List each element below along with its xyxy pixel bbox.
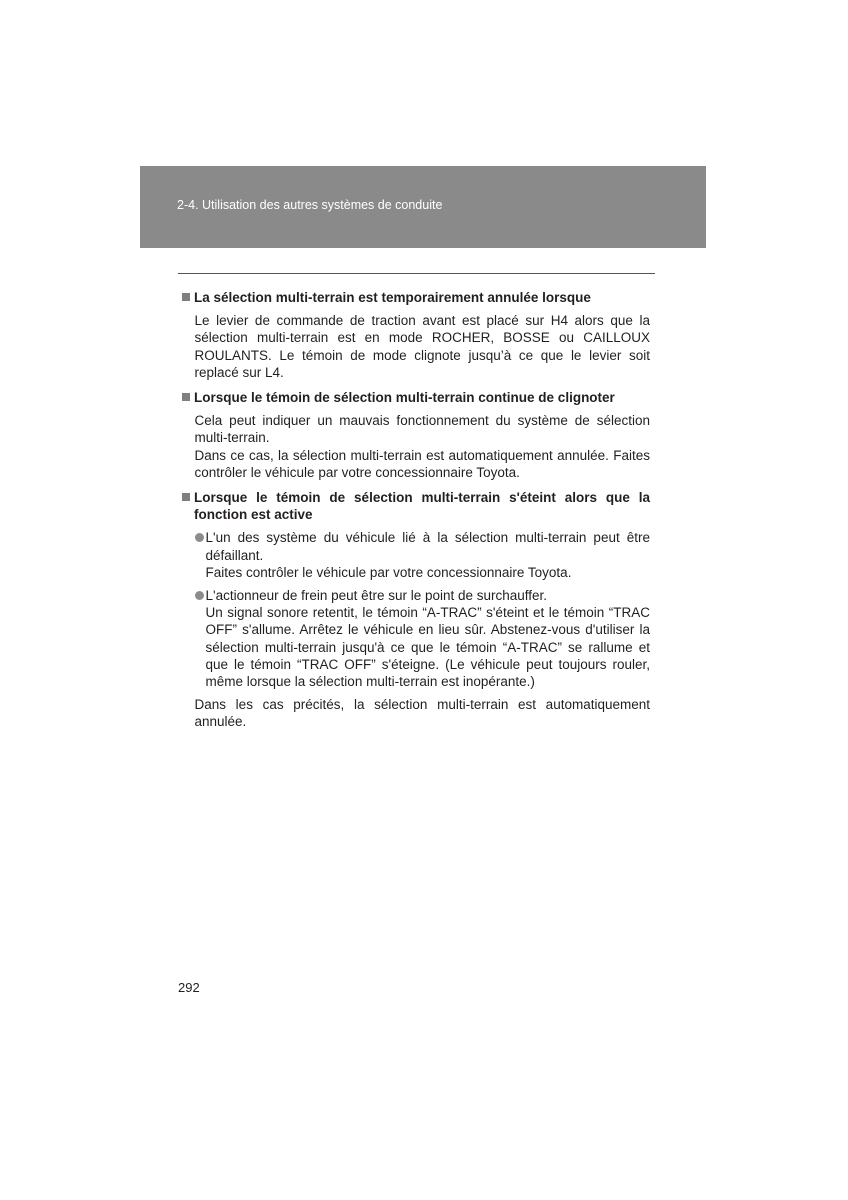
paragraph: Dans ce cas, la sélection multi-terrain est automatiquement annulée. Faites contrôler le véhicule par votre concessionnaire Toyota. [194,447,650,480]
round-bullet-icon [195,533,204,542]
square-bullet-icon [182,293,190,301]
list-item-text: L'un des système du véhicule lié à la sélection multi-terrain peut être défaillant. [205,530,650,563]
section-heading-text: La sélection multi-terrain est temporairement annulée lorsque [194,290,591,305]
list-item [195,529,651,581]
header-divider [178,273,655,274]
paragraph: Le levier de commande de traction avant est placé sur H4 alors que la sélection multi-terrain est en mode ROCHER, BOSSE ou CAILLOUX ROULANTS. Le témoin de mode clignote jusqu’à ce que le levier soit replacé sur L4. [194,313,650,380]
section-title: 2-4. Utilisation des autres systèmes de conduite [177,198,443,212]
section-heading-text: Lorsque le témoin de sélection multi-terrain s'éteint alors que la fonction est active [194,490,650,523]
list-item [195,587,651,690]
square-bullet-icon [182,393,190,401]
section-temporary-cancel [182,289,650,381]
page-number: 292 [178,980,200,995]
section-indicator-flashing [182,389,650,481]
page-content [182,289,650,739]
paragraph: Cela peut indiquer un mauvais fonctionnement du système de sélection multi-terrain. [194,413,650,446]
section-indicator-off [182,489,650,731]
section-heading [182,489,650,523]
section-header-band [140,166,706,248]
section-heading-text: Lorsque le témoin de sélection multi-terrain continue de clignoter [194,390,615,406]
section-heading [182,389,650,406]
round-bullet-icon [195,591,204,600]
list-item-text: Faites contrôler le véhicule par votre concessionnaire Toyota. [205,564,572,580]
square-bullet-icon [182,493,190,501]
list-item-text: L'actionneur de frein peut être sur le point de surchauffer. [205,588,548,604]
closing-paragraph: Dans les cas précités, la sélection multi-terrain est automatiquement annulée. [194,697,650,730]
list-item-text: Un signal sonore retentit, le témoin “A-TRAC” s'éteint et le témoin “TRAC OFF” s'allume. Arrêtez le véhicule en lieu sûr. Abstenez-vous d'utiliser la sélection multi-terrain jusqu'à ce que le témoin “A-TRAC” se rallume et que le témoin “TRAC OFF” s'éteigne. (Le véhicule peut toujours rouler, même lorsque la sélection multi-terrain est inopérante.) [205,605,650,690]
list-item-body [206,587,651,690]
section-heading [182,289,650,306]
list-item-body [206,529,651,581]
